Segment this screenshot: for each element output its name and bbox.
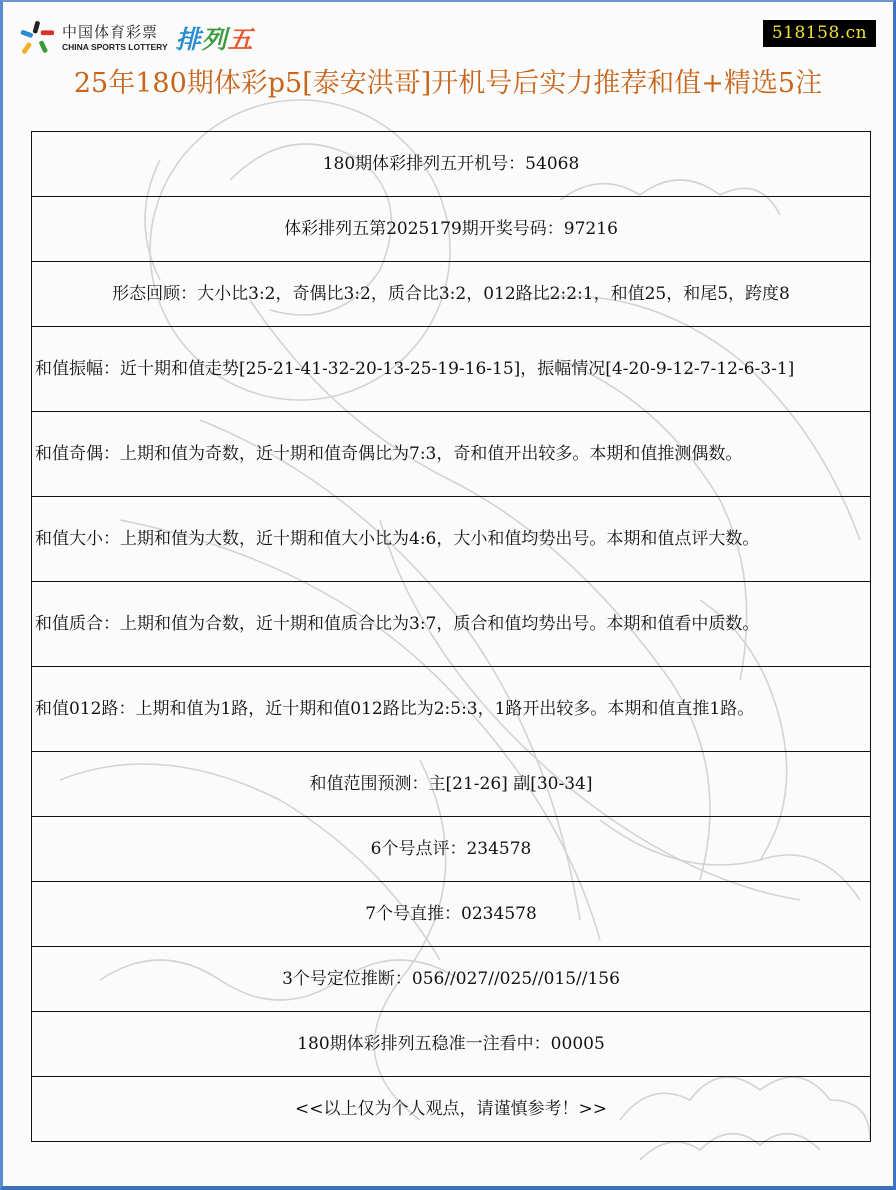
sum-odd-even-cell: 和值奇偶：上期和值为奇数，近十期和值奇偶比为7:3，奇和值开出较多。本期和值推测偶数。: [32, 412, 871, 497]
sum-big-small-cell: 和值大小：上期和值为大数，近十期和值大小比为4:6，大小和值均势出号。本期和值点评大数。: [32, 497, 871, 582]
disclaimer-cell: <<以上仅为个人观点，请谨慎参考！>>: [32, 1077, 871, 1142]
game-char-2: 列: [201, 25, 228, 54]
seven-number-cell: 7个号直推：0234578: [32, 882, 871, 947]
prediction-table: [31, 131, 871, 1142]
opening-number-cell: 180期体彩排列五开机号：54068: [32, 132, 871, 197]
single-pick-cell: 180期体彩排列五稳准一注看中：00005: [32, 1012, 871, 1077]
position-pick-cell: 3个号定位推断：056//027//025//015//156: [32, 947, 871, 1012]
china-sports-lottery-logo: [18, 18, 254, 58]
logo-english-text: CHINA SPORTS LOTTERY: [62, 41, 168, 52]
pailie5-game-logo: [176, 20, 254, 56]
sum-prime-composite-cell: 和值质合：上期和值为合数，近十期和值质合比为3:7，质合和值均势出号。本期和值看中质数。: [32, 582, 871, 667]
sum-amplitude-cell: 和值振幅：近十期和值走势[25-21-41-32-20-13-25-19-16-15]，振幅情况[4-20-9-12-7-12-6-3-1]: [32, 327, 871, 412]
pattern-review-cell: 形态回顾：大小比3:2，奇偶比3:2，质合比3:2，012路比2:2:1，和值25，和尾5，跨度8: [32, 262, 871, 327]
table-row: [32, 197, 871, 262]
table-row: [32, 582, 871, 667]
six-number-cell: 6个号点评：234578: [32, 817, 871, 882]
table-row: [32, 947, 871, 1012]
site-domain-badge: 518158.cn: [763, 20, 876, 47]
table-row: [32, 327, 871, 412]
table-row: [32, 497, 871, 582]
table-row: [32, 132, 871, 197]
table-row: [32, 1077, 871, 1142]
logo-chinese-text: 中国体育彩票: [62, 22, 159, 41]
table-row: [32, 882, 871, 947]
table-row: [32, 817, 871, 882]
previous-draw-cell: 体彩排列五第2025179期开奖号码：97216: [32, 197, 871, 262]
page-title: 25年180期体彩p5[泰安洪哥]开机号后实力推荐和值+精选5注: [73, 68, 823, 99]
table-row: [32, 412, 871, 497]
sum-012-route-cell: 和值012路：上期和值为1路，近十期和值012路比为2:5:3，1路开出较多。本期和值直推1路。: [32, 667, 871, 752]
table-row: [32, 667, 871, 752]
game-char-1: 排: [175, 25, 202, 54]
lottery-star-icon: [18, 19, 56, 57]
table-row: [32, 262, 871, 327]
table-row: [32, 1012, 871, 1077]
table-row: [32, 752, 871, 817]
sum-range-cell: 和值范围预测：主[21-26] 副[30-34]: [32, 752, 871, 817]
game-char-3: 五: [227, 25, 254, 54]
